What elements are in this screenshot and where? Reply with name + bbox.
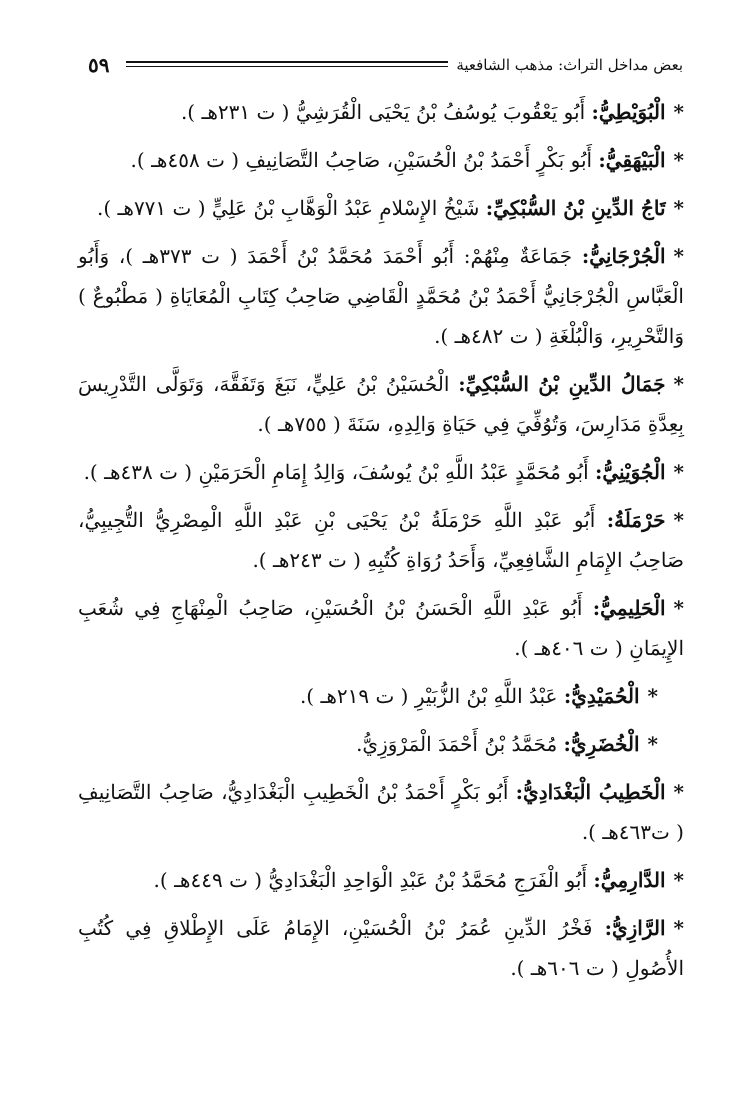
entry-harmala [78, 500, 684, 580]
entry-bullet: * [647, 684, 658, 708]
entry-bullet: * [673, 780, 684, 804]
entry-text: مُحَمَّدُ بْنُ أَحْمَدَ الْمَرْوَزِيُّ. [356, 732, 558, 756]
entry-text: جَمَاعَةٌ مِنْهُمْ: أَبُو أَحْمَدَ مُحَمَّدُ بْنُ أَحْمَدَ ( ت ٣٧٣هـ )، وَأَبُو الْعَبَّاسِ الْجُرْجَانِيُّ أَحْمَدُ بْنُ مُحَمَّدٍ الْقَاضِي صَاحِبُ كِتَابِ الْمُعَايَاةِ ( مَطْبُوعٌ ) وَالتَّحْرِيرِ، وَالْبُلْغَةِ ( ت ٤٨٢هـ ). [78, 244, 684, 348]
entry-term: حَرْمَلَةُ: [606, 508, 666, 532]
entry-term: الْحُمَيْدِيُّ: [563, 684, 640, 708]
entry-text: أَبُو عَبْدِ اللَّهِ حَرْمَلَةُ بْنُ يَحْيَى بْنِ عَبْدِ اللَّهِ الْمِصْرِيُّ التُّجِيبِيُّ، صَاحِبُ الإِمَامِ الشَّافِعِيِّ، وَأَحَدُ رُوَاةِ كُتُبِهِ ( ت ٢٤٣هـ ). [78, 508, 684, 572]
entry-term: الْخَطِيبُ الْبَغْدَادِيُّ: [515, 780, 666, 804]
entry-humaydi [78, 676, 684, 716]
entry-term: الْبَيْهَقِيُّ: [598, 148, 666, 172]
header-rule [126, 61, 448, 67]
entry-text: شَيْخُ الإِسْلامِ عَبْدُ الْوَهَّابِ بْنُ عَلِيٍّ ( ت ٧٧١هـ ). [97, 196, 480, 220]
entry-bullet: * [673, 460, 684, 484]
entry-text: أَبُو مُحَمَّدٍ عَبْدُ اللَّهِ بْنُ يُوسُفَ، وَالِدُ إِمَامِ الْحَرَمَيْنِ ( ت ٤٣٨هـ ). [83, 460, 589, 484]
entry-khatib-baghdadi [78, 772, 684, 852]
entry-term: الرَّازِيُّ: [604, 916, 666, 940]
entry-bullet: * [673, 508, 684, 532]
entry-bullet: * [647, 732, 658, 756]
entry-khudari [78, 724, 684, 764]
entry-term: الْحَلِيمِيُّ: [592, 596, 666, 620]
entry-text: أَبُو بَكْرٍ أَحْمَدُ بْنُ الْحُسَيْنِ، صَاحِبُ التَّصَانِيفِ ( ت ٤٥٨هـ ). [130, 148, 593, 172]
entry-juwayni [78, 452, 684, 492]
entry-bullet: * [673, 372, 685, 396]
entry-text: أَبُو يَعْقُوبَ يُوسُفُ بْنُ يَحْيَى الْقُرَشِيُّ ( ت ٢٣١هـ ). [180, 100, 586, 124]
entry-bullet: * [673, 916, 684, 940]
entry-bullet: * [673, 244, 684, 268]
page-number: ٥٩ [88, 53, 110, 77]
entry-bullet: * [673, 148, 684, 172]
entry-term: جَمَالُ الدِّينِ بْنُ السُّبْكِيِّ: [458, 372, 666, 396]
entry-halimi [78, 588, 684, 668]
entry-bullet: * [673, 100, 684, 124]
entry-darimi [78, 860, 684, 900]
entry-term: الْجُرْجَانِيُّ: [581, 244, 666, 268]
entry-bullet: * [673, 868, 684, 892]
entry-text: عَبْدُ اللَّهِ بْنُ الزُّبَيْرِ ( ت ٢١٩هـ ). [299, 684, 558, 708]
entry-bullet: * [673, 196, 684, 220]
entry-list [78, 92, 684, 996]
entry-term: الْخُضَرِيُّ: [563, 732, 640, 756]
running-title: بعض مداخل التراث: مذهب الشافعية [456, 56, 683, 74]
entry-term: الْبُوَيْطِيُّ: [591, 100, 666, 124]
entry-bullet: * [673, 596, 684, 620]
entry-text: فَخْرُ الدِّينِ عُمَرُ بْنُ الْحُسَيْنِ، الإِمَامُ عَلَى الإِطْلاقِ فِي كُتُبِ الأُصُولِ ( ت ٦٠٦هـ ). [78, 916, 684, 980]
entry-text: أَبُو عَبْدِ اللَّهِ الْحَسَنُ بْنُ الْحُسَيْنِ، صَاحِبُ الْمِنْهَاجِ فِي شُعَبِ الإِيمَانِ ( ت ٤٠٦هـ ). [78, 596, 684, 660]
entry-text: الْحُسَيْنُ بْنُ عَلِيٍّ، نَبَغَ وَتَفَقَّهَ، وَتَوَلَّى التَّدْرِيسَ بِعِدَّةِ مَدَارِسَ، وَتُوُفِّيَ فِي حَيَاةِ وَالِدِهِ، سَنَةَ ( ٧٥٥هـ ). [78, 372, 684, 436]
entry-razi [78, 908, 684, 988]
entry-text: أَبُو بَكْرٍ أَحْمَدُ بْنُ الْخَطِيبِ الْبَغْدَادِيُّ، صَاحِبُ التَّصَانِيفِ ( ت٤٦٣هـ ). [78, 780, 684, 844]
entry-jurjani [78, 236, 684, 356]
entry-buwayti [78, 92, 684, 132]
entry-text: أَبُو الْفَرَجِ مُحَمَّدُ بْنُ عَبْدِ الْوَاحِدِ الْبَغْدَادِيُّ ( ت ٤٤٩هـ ). [153, 868, 588, 892]
entry-taj-subki [78, 188, 684, 228]
entry-term: الدَّارِمِيُّ: [593, 868, 666, 892]
entry-bayhaqi [78, 140, 684, 180]
entry-term: تَاجُ الدِّينِ بْنُ السُّبْكِيِّ: [485, 196, 666, 220]
entry-jamal-subki [78, 364, 684, 444]
page-header [88, 52, 683, 80]
entry-term: الْجُوَيْنِيُّ: [594, 460, 666, 484]
